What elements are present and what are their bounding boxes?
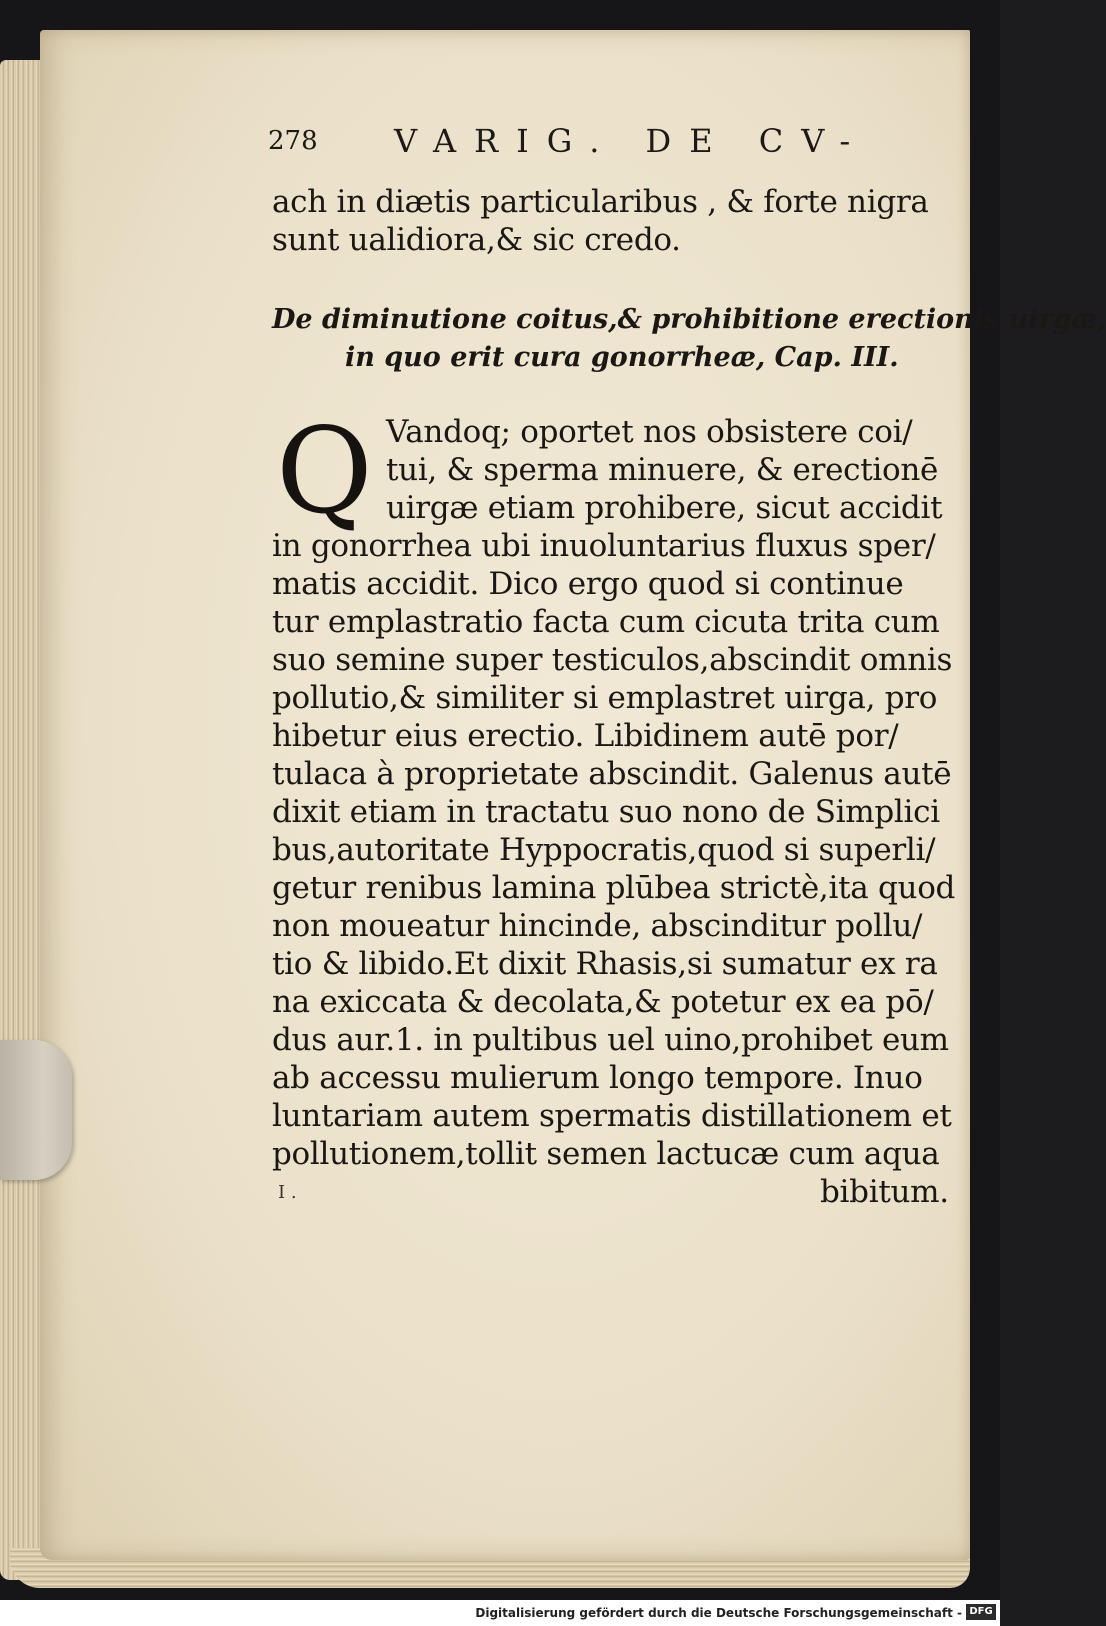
text-line: matis accidit. Dico ergo quod si continue bbox=[272, 566, 904, 602]
text-line: dus aur.1. in pultibus uel uino,prohibet eum bbox=[272, 1022, 949, 1058]
dfg-logo: DFG bbox=[966, 1604, 996, 1620]
text-line: in gonorrhea ubi inuoluntarius fluxus sper/ bbox=[272, 528, 936, 564]
digitization-credit: Digitalisierung gefördert durch die Deutsche Forschungsgemeinschaft - bbox=[475, 1606, 962, 1620]
text-line: na exiccata & decolata,& potetur ex ea pō/ bbox=[272, 984, 934, 1020]
text-line: tur emplastratio facta cum cicuta trita cum bbox=[272, 604, 940, 640]
signature-mark: I . bbox=[278, 1182, 297, 1203]
text-line: tui, & sperma minuere, & erectionē bbox=[386, 452, 939, 488]
page-header bbox=[268, 122, 868, 162]
text-line: pollutionem,tollit semen lactucæ cum aqua bbox=[272, 1136, 940, 1172]
page-clip bbox=[0, 1040, 72, 1180]
text-line: uirgæ etiam prohibere, sicut accidit bbox=[386, 490, 943, 526]
text-line: bibitum. bbox=[820, 1174, 949, 1210]
text-line: sunt ualidiora,& sic credo. bbox=[272, 222, 681, 258]
text-line: Vandoq; oportet nos obsistere coi/ bbox=[386, 414, 913, 450]
drop-cap: Q bbox=[276, 402, 373, 540]
text-line: tulaca à proprietate abscindit. Galenus autē bbox=[272, 756, 952, 792]
text-line: non moueatur hincinde, abscinditur pollu/ bbox=[272, 908, 923, 944]
text-line: bus,autoritate Hyppocratis,quod si superli/ bbox=[272, 832, 936, 868]
text-line: hibetur eius erectio. Libidinem autē por/ bbox=[272, 718, 899, 754]
text-line: suo semine super testiculos,abscindit omnis bbox=[272, 642, 953, 678]
chapter-heading-line: in quo erit cura gonorrheæ, Cap. III. bbox=[345, 342, 899, 373]
text-line: getur renibus lamina plūbea strictè,ita quod bbox=[272, 870, 956, 906]
folio-number: 278 bbox=[268, 126, 318, 156]
text-line: ach in diætis particularibus , & forte nigra bbox=[272, 184, 929, 220]
text-line: luntariam autem spermatis distillationem et bbox=[272, 1098, 952, 1134]
running-head: VARIG. DE CV- bbox=[394, 122, 869, 160]
text-line: tio & libido.Et dixit Rhasis,si sumatur ex ra bbox=[272, 946, 938, 982]
text-line: pollutio,& similiter si emplastret uirga, pro bbox=[272, 680, 938, 716]
text-line: ab accessu mulierum longo tempore. Inuo bbox=[272, 1060, 923, 1096]
chapter-heading-line: De diminutione coitus,& prohibitione erectionis uirgæ, bbox=[272, 304, 1106, 335]
text-line: dixit etiam in tractatu suo nono de Simplici bbox=[272, 794, 940, 830]
